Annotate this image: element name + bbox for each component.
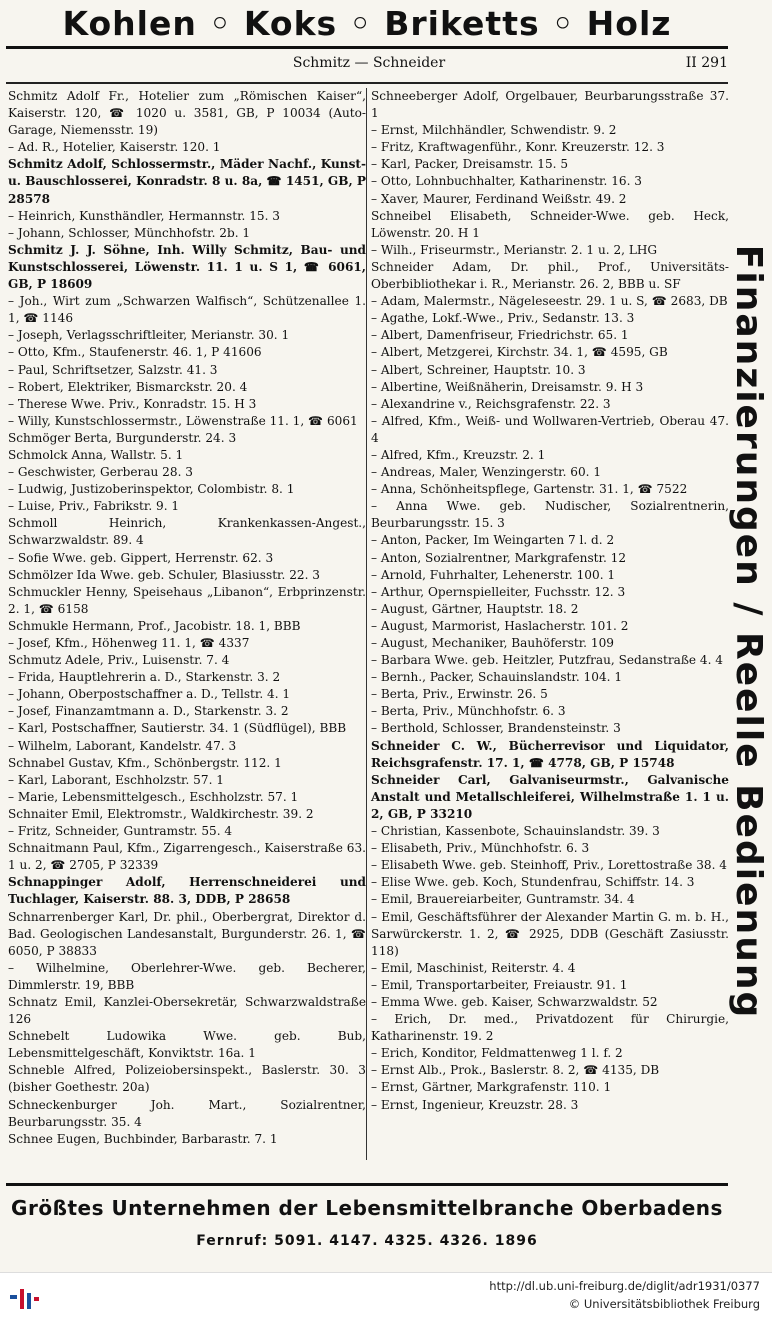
directory-entry: – Robert, Elektriker, Bismarckstr. 20. 4 — [8, 379, 248, 394]
library-logo-icon — [10, 1285, 40, 1311]
directory-entry: Schmukle Hermann, Prof., Jacobistr. 18. 1, BBB — [8, 618, 301, 633]
directory-entry: Schmöger Berta, Burgunderstr. 24. 3 — [8, 430, 237, 445]
directory-entry: – Arnold, Fuhrhalter, Lehenerstr. 100. 1 — [371, 567, 616, 582]
directory-entry: – Elisabeth Wwe. geb. Steinhoff, Priv., Lorettostraße 38. 4 — [371, 858, 727, 873]
directory-entry: – Alfred, Kfm., Weiß- und Wollwaren-Vertrieb, Oberau 47. 4 — [371, 413, 729, 445]
directory-entry: – Emil, Maschinist, Reiterstr. 4. 4 — [371, 960, 576, 975]
directory-entry: – Ernst, Gärtner, Markgrafenstr. 110. 1 — [371, 1080, 612, 1095]
directory-entry: Schneider C. W., Bücherrevisor und Liquidator, Reichsgrafenstr. 17. 1, ☎ 4778, GB, P 15748 — [371, 738, 729, 770]
directory-entry: – Agathe, Lokf.-Wwe., Priv., Sedanstr. 13. 3 — [371, 311, 635, 326]
directory-entry: Schmitz Adolf, Schlossermstr., Mäder Nachf., Kunst- u. Bauschlosserei, Konradstr. 8 u. 8a, ☎ 1451, GB, P 28578 — [8, 157, 366, 206]
bottom-advertisement-phone: Fernruf: 5091. 4147. 4325. 4326. 1896 — [196, 1233, 538, 1249]
directory-entry: Schnatz Emil, Kanzlei-Obersekretär, Schwarzwaldstraße 126 — [8, 994, 366, 1027]
directory-entry: Schmitz Adolf Fr., Hotelier zum „Römischen Kaiser“, Kaiserstr. 120, ☎ 1020 u. 3581, GB, P 10034 (Auto-Garage, Niemensstr. 19) — [8, 89, 366, 138]
directory-entry: – August, Mechaniker, Bauhöferstr. 109 — [371, 636, 614, 650]
side-advertisement — [728, 90, 772, 1180]
directory-entry: – Fritz, Kraftwagenführ., Konr. Kreuzerstr. 12. 3 — [371, 140, 665, 155]
running-head: Schmitz — Schneider — [292, 55, 446, 71]
directory-entry: – Heinrich, Kunsthändler, Hermannstr. 15. 3 — [8, 208, 280, 223]
directory-entry: – Berthold, Schlosser, Brandensteinstr. 3 — [371, 721, 621, 736]
directory-entry: – Elise Wwe. geb. Koch, Stundenfrau, Schiffstr. 14. 3 — [371, 875, 695, 890]
directory-entry: – Adam, Malermstr., Nägeleseestr. 29. 1 u. S, ☎ 2683, DB — [371, 294, 728, 309]
directory-entry: Schmutz Adele, Priv., Luisenstr. 7. 4 — [8, 653, 230, 668]
directory-entry: – Bernh., Packer, Schauinslandstr. 104. 1 — [371, 670, 623, 685]
top-advertisement-banner — [6, 2, 728, 49]
directory-entry: Schneibel Elisabeth, Schneider-Wwe. geb. Heck, Löwenstr. 20. H 1 — [371, 208, 729, 240]
directory-entry: – Josef, Finanzamtmann a. D., Starkenstr. 3. 2 — [8, 704, 289, 719]
directory-entry: Schmuckler Henny, Speisehaus „Libanon“, Erbprinzenstr. 2. 1, ☎ 6158 — [8, 584, 366, 616]
directory-entry: – Emil, Transportarbeiter, Freiaustr. 91. 1 — [371, 977, 628, 992]
directory-entry: – August, Marmorist, Haslacherstr. 101. 2 — [371, 618, 629, 633]
directory-entry: Schneeberger Adolf, Orgelbauer, Beurbarungsstraße 37. 1 — [371, 89, 729, 121]
directory-entry: Schneckenburger Joh. Mart., Sozialrentner, Beurbarungsstr. 35. 4 — [8, 1097, 366, 1129]
header-rule — [6, 82, 728, 84]
directory-entry: Schnaiter Emil, Elektromstr., Waldkirchestr. 39. 2 — [8, 806, 314, 821]
side-advertisement-text: Finanzierungen / Reelle Bedienung — [728, 244, 769, 1020]
directory-entry: – Anton, Sozialrentner, Markgrafenstr. 12 — [371, 550, 627, 565]
directory-entry: – Marie, Lebensmittelgesch., Eschholzstr. 57. 1 — [8, 789, 299, 804]
directory-entry: – Anton, Packer, Im Weingarten 7 l. d. 2 — [371, 533, 615, 548]
directory-entry: – Alexandrine v., Reichsgrafenstr. 22. 3 — [371, 396, 611, 411]
directory-entry: – Ernst, Milchhändler, Schwendistr. 9. 2 — [371, 123, 617, 138]
directory-entry: – Joseph, Verlagsschriftleiter, Merianstr. 30. 1 — [8, 328, 290, 343]
directory-entry: Schmoll Heinrich, Krankenkassen-Angest., Schwarzwaldstr. 89. 4 — [8, 516, 366, 548]
directory-entry: Schnarrenberger Karl, Dr. phil., Oberbergrat, Direktor d. Bad. Geologischen Landesanstalt, Burgunderstr. 26. 1, ☎ 6050, P 38833 — [8, 909, 366, 958]
directory-entry: – Luise, Priv., Fabrikstr. 9. 1 — [8, 499, 180, 514]
directory-entry: – Emil, Brauereiarbeiter, Guntramstr. 34. 4 — [371, 892, 635, 907]
directory-entry: – Christian, Kassenbote, Schauinslandstr. 39. 3 — [371, 824, 660, 839]
bottom-advertisement — [6, 1183, 728, 1270]
directory-entry: Schnee Eugen, Buchbinder, Barbarastr. 7. 1 — [8, 1131, 278, 1146]
directory-entry: – Frida, Hauptlehrerin a. D., Starkenstr. 3. 2 — [8, 670, 281, 685]
directory-entry: – Paul, Schriftsetzer, Salzstr. 41. 3 — [8, 362, 218, 377]
directory-entry: – Karl, Postschaffner, Sautierstr. 34. 1 (Südflügel), BBB — [8, 721, 347, 736]
column-divider — [366, 88, 367, 1160]
footer — [0, 1272, 772, 1318]
directory-entry: – Albert, Damenfriseur, Friedrichstr. 65. 1 — [371, 328, 629, 343]
directory-entry: Schnaitmann Paul, Kfm., Zigarrengesch., Kaiserstraße 63. 1 u. 2, ☎ 2705, P 32339 — [8, 841, 366, 873]
directory-entry: – Ernst Alb., Prok., Baslerstr. 8. 2, ☎ 4135, DB — [371, 1063, 660, 1078]
directory-entry: – Geschwister, Gerberau 28. 3 — [8, 465, 193, 480]
page-header — [10, 55, 728, 77]
directory-entry: Schnabel Gustav, Kfm., Schönbergstr. 112. 1 — [8, 755, 282, 770]
directory-entry: – Andreas, Maler, Wenzingerstr. 60. 1 — [371, 465, 602, 480]
directory-entry: – Johann, Oberpostschaffner a. D., Tellstr. 4. 1 — [8, 687, 291, 702]
directory-entry: – Otto, Kfm., Staufenerstr. 46. 1, P 41606 — [8, 345, 262, 360]
directory-entry: – Erich, Dr. med., Privatdozent für Chirurgie, Katharinenstr. 19. 2 — [371, 1012, 729, 1044]
directory-entry: Schnebelt Ludowika Wwe. geb. Bub, Lebensmittelgeschäft, Konviktstr. 16a. 1 — [8, 1029, 366, 1061]
directory-entry: Schmitz J. J. Söhne, Inh. Willy Schmitz, Bau- und Kunstschlosserei, Löwenstr. 11. 1 u. S 1, ☎ 6061, GB, P 18609 — [8, 242, 366, 292]
directory-entry: – Wilh., Friseurmstr., Merianstr. 2. 1 u. 2, LHG — [371, 242, 658, 257]
directory-entry: – Emil, Geschäftsführer der Alexander Martin G. m. b. H., Sarwürckerstr. 1. 2, ☎ 2925, DDB (Geschäft Zasiusstr. 118) — [371, 909, 729, 958]
directory-entry: – Albertine, Weißnäherin, Dreisamstr. 9. H 3 — [371, 379, 644, 394]
directory-entry: – Josef, Kfm., Höhenweg 11. 1, ☎ 4337 — [8, 636, 250, 650]
directory-entry: – August, Gärtner, Hauptstr. 18. 2 — [371, 601, 579, 616]
directory-entry: – Fritz, Schneider, Guntramstr. 55. 4 — [8, 824, 233, 839]
directory-entry: – Sofie Wwe. geb. Gippert, Herrenstr. 62. 3 — [8, 550, 274, 565]
directory-entry: – Ernst, Ingenieur, Kreuzstr. 28. 3 — [371, 1097, 579, 1112]
page-number: II 291 — [685, 55, 728, 71]
bottom-advertisement-text: Größtes Unternehmen der Lebensmittelbranche Oberbadens — [11, 1196, 723, 1220]
directory-entry: – Wilhelmine, Oberlehrer-Wwe. geb. Becherer, Dimmlerstr. 19, BBB — [8, 960, 366, 992]
directory-entry: – Alfred, Kfm., Kreuzstr. 2. 1 — [371, 447, 546, 462]
directory-entry: – Karl, Packer, Dreisamstr. 15. 5 — [371, 157, 569, 172]
directory-entry: – Karl, Laborant, Eschholzstr. 57. 1 — [8, 772, 224, 787]
directory-entry: – Emma Wwe. geb. Kaiser, Schwarzwaldstr. 52 — [371, 994, 658, 1009]
directory-entry: Schmolck Anna, Wallstr. 5. 1 — [8, 447, 184, 462]
directory-entry: – Wilhelm, Laborant, Kandelstr. 47. 3 — [8, 738, 237, 753]
directory-entry: – Joh., Wirt zum „Schwarzen Walfisch“, Schützenallee 1. 1, ☎ 1146 — [8, 294, 366, 326]
directory-entry: – Therese Wwe. Priv., Konradstr. 15. H 3 — [8, 396, 257, 411]
directory-entry: – Arthur, Opernspielleiter, Fuchsstr. 12. 3 — [371, 584, 626, 599]
directory-entry: – Barbara Wwe. geb. Heitzler, Putzfrau, Sedanstraße 4. 4 — [371, 653, 723, 668]
directory-entry: – Anna Wwe. geb. Nudischer, Sozialrentnerin, Beurbarungsstr. 15. 3 — [371, 499, 729, 531]
directory-entry: – Anna, Schönheitspflege, Gartenstr. 31. 1, ☎ 7522 — [371, 482, 688, 497]
directory-entry: – Albert, Metzgerei, Kirchstr. 34. 1, ☎ 4595, GB — [371, 345, 668, 360]
directory-entry: – Johann, Schlosser, Münchhofstr. 2b. 1 — [8, 225, 251, 240]
directory-entry: Schneider Adam, Dr. phil., Prof., Universitäts-Oberbibliothekar i. R., Merianstr. 26. 2, BBB u. SF — [371, 259, 729, 292]
directory-entry: – Berta, Priv., Erwinstr. 26. 5 — [371, 687, 548, 702]
directory-entry: – Ludwig, Justizoberinspektor, Colombistr. 8. 1 — [8, 482, 295, 497]
directory-entry: – Xaver, Maurer, Ferdinand Weißstr. 49. 2 — [371, 191, 627, 206]
directory-entry: Schneble Alfred, Polizeiobersinspekt., Baslerstr. 30. 3 (bisher Goethestr. 20a) — [8, 1063, 366, 1095]
right-column — [371, 88, 729, 1114]
directory-entry: – Willy, Kunstschlossermstr., Löwenstraße 11. 1, ☎ 6061 — [8, 413, 358, 428]
directory-entry: – Ad. R., Hotelier, Kaiserstr. 120. 1 — [8, 140, 221, 155]
directory-entry: – Albert, Schreiner, Hauptstr. 10. 3 — [371, 362, 586, 377]
directory-entry: – Erich, Konditor, Feldmattenweg 1 l. f. 2 — [371, 1046, 623, 1061]
directory-entry: Schnappinger Adolf, Herrenschneiderei und Tuchlager, Kaiserstr. 88. 3, DDB, P 28658 — [8, 875, 366, 907]
footer-copyright: © Universitätsbibliothek Freiburg — [568, 1297, 760, 1311]
directory-entry: – Berta, Priv., Münchhofstr. 6. 3 — [371, 704, 566, 719]
footer-source-link[interactable]: http://dl.ub.uni-freiburg.de/diglit/adr1931/0377 — [489, 1279, 760, 1293]
left-column — [8, 88, 366, 1148]
directory-entry: Schneider Carl, Galvaniseurmstr., Galvanische Anstalt und Metallschleiferei, Wilhelmstraße 1. 1 u. 2, GB, P 33210 — [371, 772, 729, 821]
directory-entry: Schmölzer Ida Wwe. geb. Schuler, Blasiusstr. 22. 3 — [8, 567, 320, 582]
directory-entry: – Otto, Lohnbuchhalter, Katharinenstr. 16. 3 — [371, 174, 642, 189]
directory-entry: – Elisabeth, Priv., Münchhofstr. 6. 3 — [371, 841, 590, 856]
banner-text: Kohlen ◦ Koks ◦ Briketts ◦ Holz — [62, 4, 672, 43]
